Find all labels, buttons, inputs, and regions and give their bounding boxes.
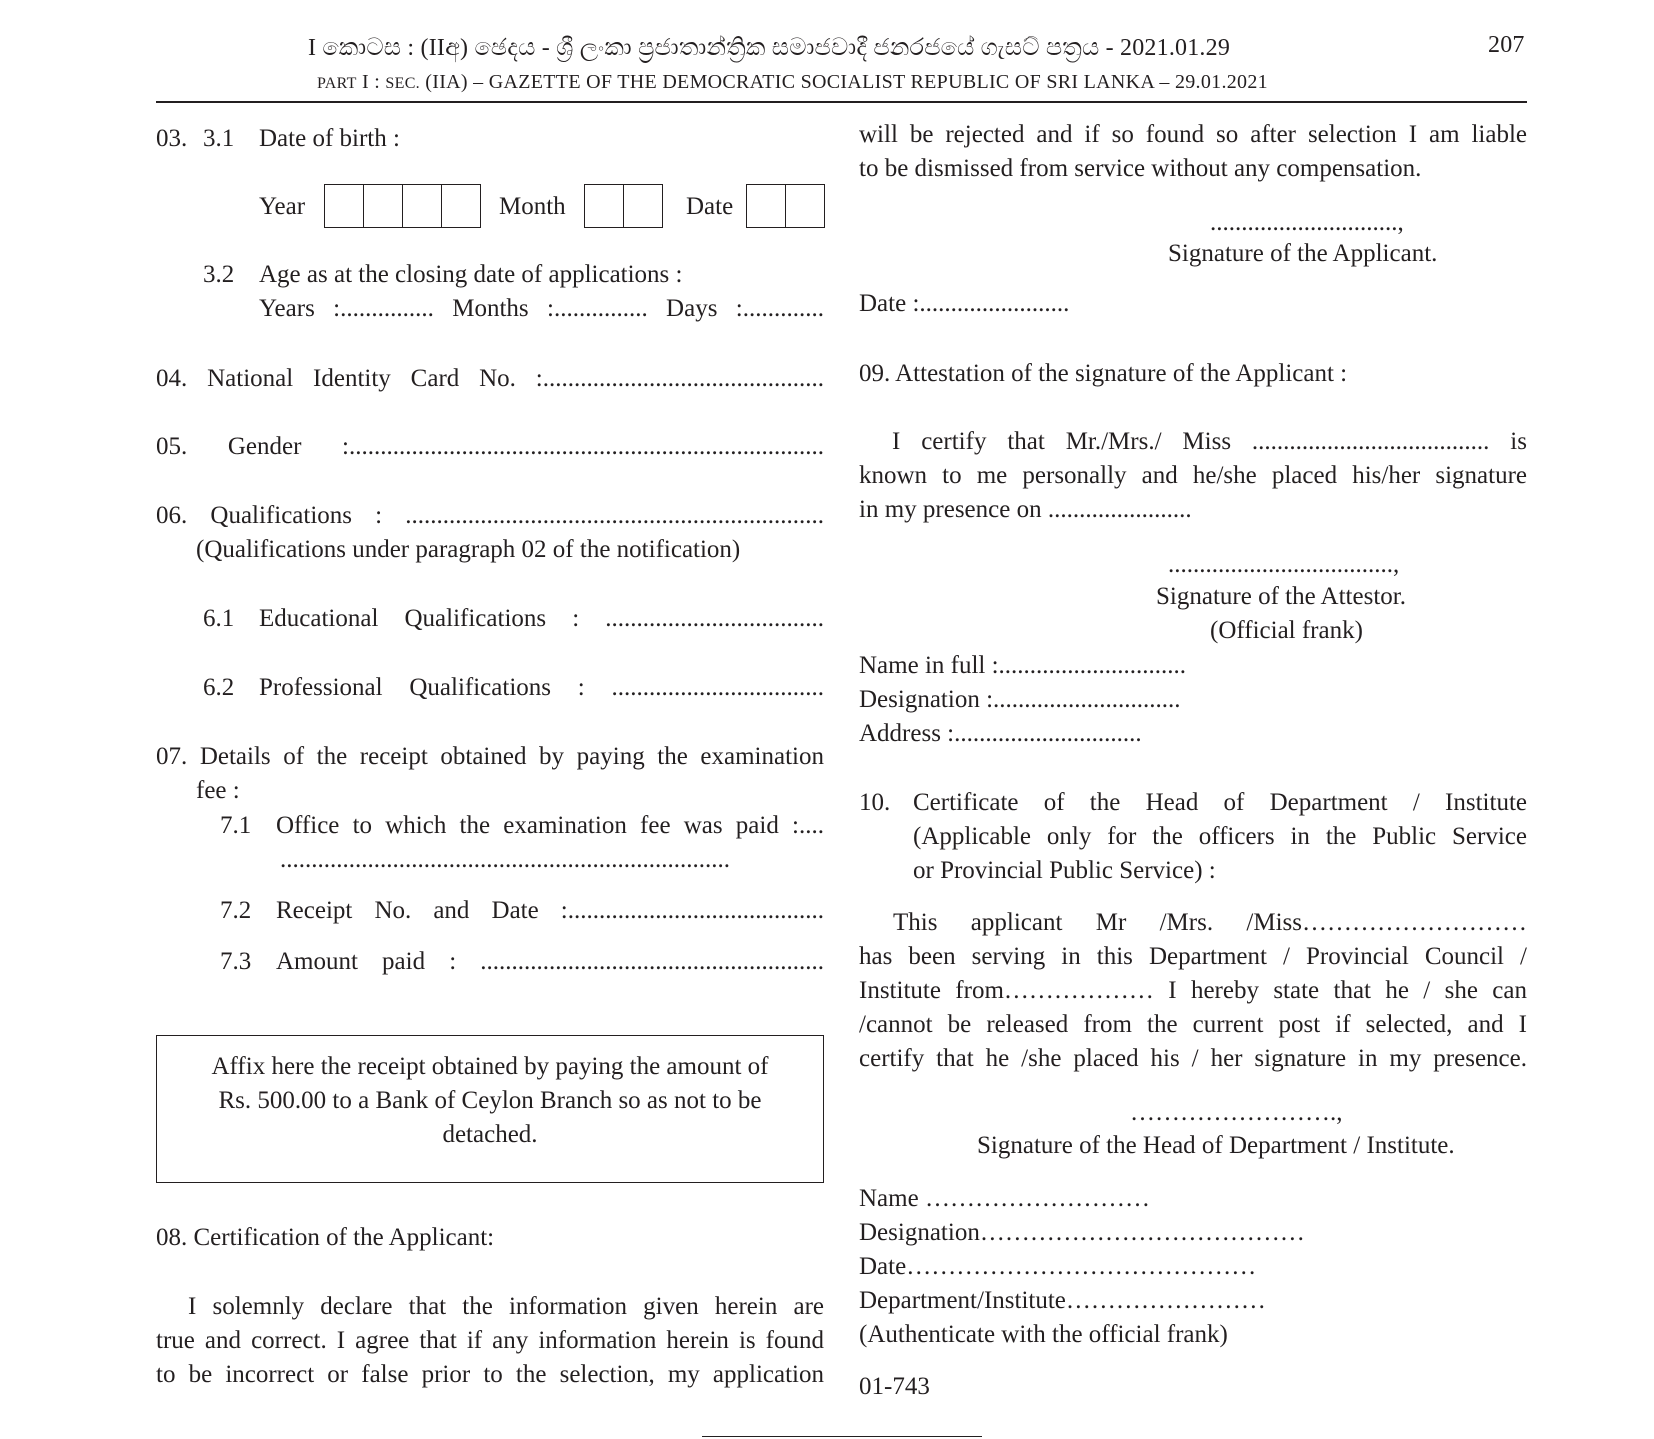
age-label: Age as at the closing date of applications : [259,261,683,288]
section-7-2-number: 7.2 [220,897,252,924]
header-part: PART [317,75,357,92]
month-label: Month [499,193,566,220]
section-7-3-number: 7.3 [220,948,252,975]
head-certificate-line-4: /cannot be released from the current post if selected, and I [859,1011,1527,1038]
section-10-heading-1: Certificate of the Head of Department / Institute [913,789,1527,816]
authenticate-note: (Authenticate with the official frank) [859,1321,1228,1348]
section-03-number: 03. [156,125,188,152]
declaration-cont-line-1: will be rejected and if so found so after selection I am liable [859,121,1527,148]
head-certificate-line-2: has been serving in this Department / Provincial Council / [859,943,1527,970]
amount-paid-field[interactable]: Amount paid : ....................................................... [276,948,824,975]
head-name-field[interactable]: Name ……………………… [859,1185,1150,1212]
section-07-heading: 07. Details of the receipt obtained by paying the examination [156,743,824,770]
attestor-name-field[interactable]: Name in full :.............................. [859,652,1187,679]
attestor-address-field[interactable]: Address :.............................. [859,720,1142,747]
header-gazette-title: (IIA) – GAZETTE OF THE DEMOCRATIC SOCIALIST REPUBLIC OF SRI LANKA – 29.01.2021 [425,71,1268,93]
header-rule [156,101,1527,103]
head-signature-label: Signature of the Head of Department / Institute. [977,1132,1455,1159]
month-boxes[interactable] [584,184,663,228]
declaration-line-2: true and correct. I agree that if any information herein is found [156,1327,824,1354]
declaration-line-3: to be incorrect or false prior to the selection, my application [156,1361,824,1388]
head-certificate-line-1[interactable]: This applicant Mr /Mrs. /Miss……………………… [893,909,1527,936]
header-sinhala-line: I කොටස : (IIඅ) ඡෙදය - ශ්‍රී ලංකා ප්‍රජාතාන්ත්‍රික සමාජවාදී ජනරජයේ ගැසට් පත්‍රය - 2021.01.29 [308,35,1231,61]
attestor-designation-field[interactable]: Designation :.............................. [859,686,1181,713]
head-designation-field[interactable]: Designation………………………………… [859,1219,1305,1246]
attestation-line-3[interactable]: in my presence on ....................... [859,496,1192,523]
year-boxes[interactable] [324,184,481,228]
declaration-line-1: I solemnly declare that the information given herein are [188,1293,824,1320]
attestor-official-frank: (Official frank) [1210,617,1363,644]
head-date-field[interactable]: Date…………………………………… [859,1253,1257,1280]
section-07-heading-cont: fee : [196,777,240,804]
section-7-1-number: 7.1 [220,812,252,839]
applicant-signature-label: Signature of the Applicant. [1168,240,1438,267]
attestor-signature-line[interactable]: ...................................., [1168,551,1400,578]
head-certificate-line-5: certify that he /she placed his / her signature in my presence. [859,1045,1527,1072]
year-label: Year [259,193,306,220]
head-certificate-line-3[interactable]: Institute from……………… I hereby state that he / she can [859,977,1527,1004]
receipt-no-date-field[interactable]: Receipt No. and Date :......................................... [276,897,824,924]
professional-qualifications-field[interactable]: Professional Qualifications : .................................. [259,674,824,701]
section-10-number: 10. [859,789,891,816]
nic-field[interactable]: 04. National Identity Card No. :............................................. [156,365,824,392]
header-part-number: I : [361,71,381,93]
qualifications-note: (Qualifications under paragraph 02 of the notification) [196,536,741,563]
applicant-date-field[interactable]: Date :........................ [859,290,1070,317]
attestation-line-1[interactable]: I certify that Mr./Mrs./ Miss ...................................... is [892,428,1527,455]
head-department-field[interactable]: Department/Institute…………………… [859,1287,1266,1314]
page-number: 207 [1488,32,1525,58]
gender-field[interactable]: 05. Gender :............................................................................ [156,433,824,460]
declaration-cont-line-2: to be dismissed from service without any compensation. [859,155,1422,182]
section-6-1-number: 6.1 [203,605,235,632]
date-of-birth-label: Date of birth : [259,125,400,152]
age-fields[interactable]: Years :............... Months :............... Days :............. [259,295,824,322]
section-6-2-number: 6.2 [203,674,235,701]
attestation-line-2: known to me personally and he/she placed his/her signature [859,462,1527,489]
section-10-heading-3: or Provincial Public Service) : [913,857,1216,884]
date-label: Date [686,193,734,220]
header-sec: SEC. [385,75,420,92]
attestor-signature-label: Signature of the Attestor. [1156,583,1406,610]
header-english-line [317,65,1268,101]
educational-qualifications-field[interactable]: Educational Qualifications : ................................... [259,605,824,632]
section-09-heading: 09. Attestation of the signature of the Applicant : [859,360,1348,387]
fee-office-field[interactable]: Office to which the examination fee was paid :.... [276,812,824,839]
notice-reference: 01-743 [859,1373,930,1400]
section-3-2-number: 3.2 [203,261,235,288]
affix-line-3: detached. [442,1121,538,1148]
affix-line-2: Rs. 500.00 to a Bank of Ceylon Branch so as not to be [218,1087,762,1114]
footer-rule [702,1436,982,1437]
affix-line-1: Affix here the receipt obtained by paying the amount of [211,1053,769,1080]
section-3-1-number: 3.1 [203,125,235,152]
fee-office-field-cont[interactable]: ........................................................................ [280,846,730,873]
qualifications-field[interactable]: 06. Qualifications : ................................................................... [156,502,824,529]
section-08-heading: 08. Certification of the Applicant: [156,1224,495,1251]
day-boxes[interactable] [746,184,825,228]
receipt-affix-box[interactable] [156,1035,824,1183]
head-signature-line[interactable]: ……………………., [1130,1099,1343,1126]
section-10-heading-2: (Applicable only for the officers in the Public Service [913,823,1527,850]
applicant-signature-line[interactable]: .............................., [1210,209,1404,236]
